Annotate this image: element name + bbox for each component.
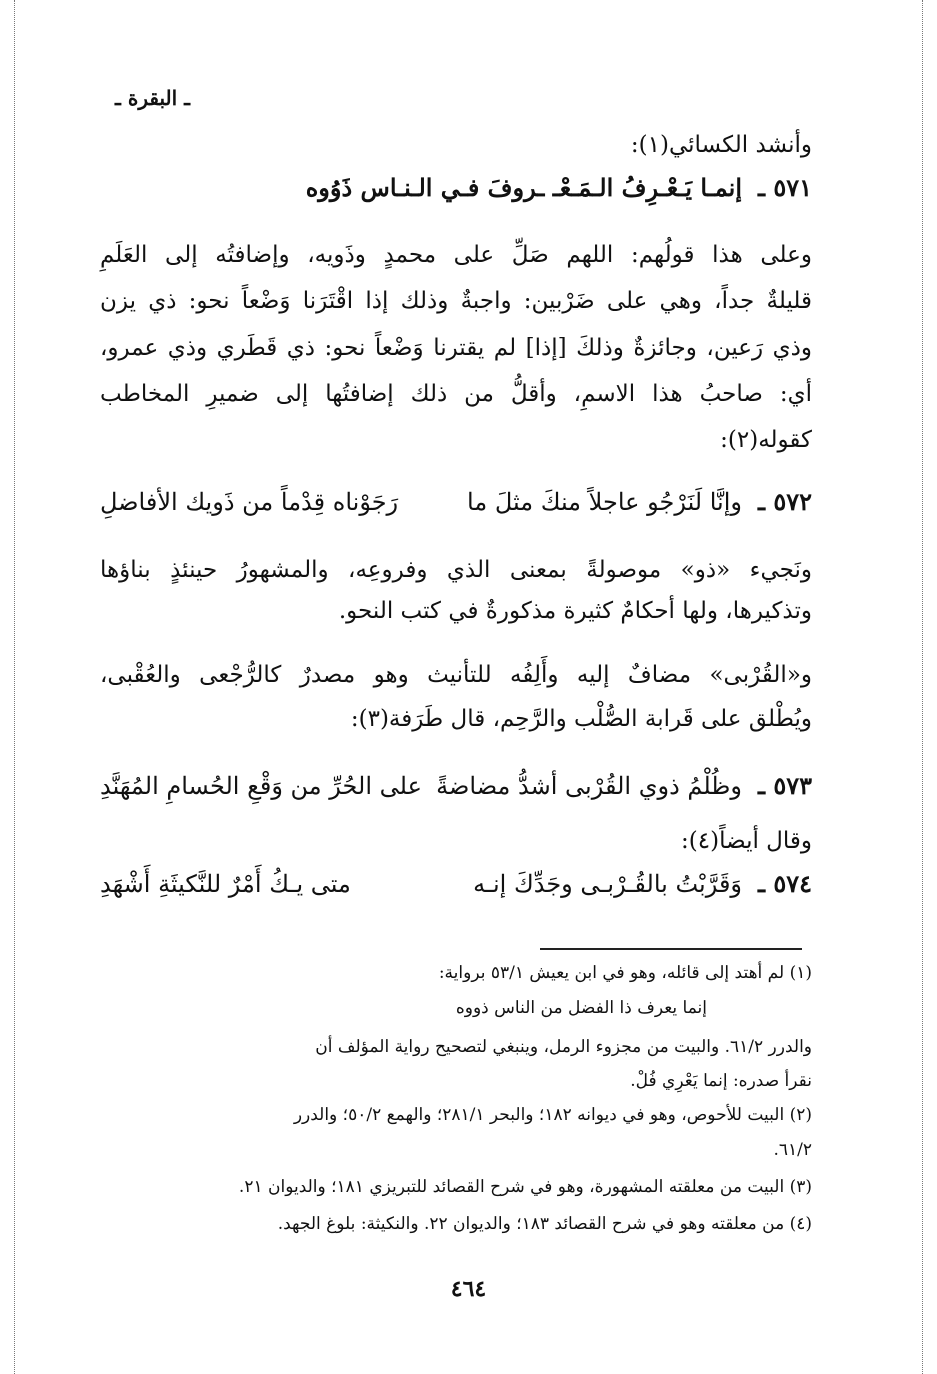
running-header: ـ البقرة ـ bbox=[115, 86, 190, 110]
paragraph-line: أي: صاحبُ هذا الاسمِ، وأقلُّ من ذلك إضافتُها إلى ضميرِ المخاطب bbox=[100, 381, 812, 407]
footnote-line: (٤) من معلقته وهو في شرح القصائد ١٨٣؛ والديوان ٢٢. والنكيثة: بلوغ الجهد. bbox=[277, 1214, 812, 1234]
footnote-line: (١) لم أهتد إلى قائله، وهو في ابن يعيش ٥٣/١ برواية: bbox=[438, 963, 812, 983]
verse-intro-571: وأنشد الكسائي(١): bbox=[630, 132, 812, 158]
footnote-line: نقرأ صدره: إنما يَعْرِي فُلْ. bbox=[630, 1071, 812, 1091]
verse-574 bbox=[100, 866, 812, 902]
verse-572 bbox=[100, 484, 812, 520]
verse-hemistich-first: وَقَرَّبْتُ بالقُـرْبـى وجَدِّكَ إنـه bbox=[473, 870, 742, 898]
paragraph-line: قليلةٌ جداً، وهي على ضَرْبين: واجبةٌ وذلك إذا اقْتَرَنا وَضْعاً نحو: ذي يزن bbox=[100, 288, 812, 314]
verse-hemistich-second: متى يـكُ أَمْرٌ للنَّكيثَةِ أَشْهَدِ bbox=[100, 870, 351, 898]
verse-hemistich-second: على الحُرِّ من وَقْعِ الحُسامِ المُهَنَّدِ bbox=[100, 772, 422, 800]
verse-number: ٥٧٤ ـ bbox=[757, 869, 812, 898]
footnote-separator bbox=[540, 948, 802, 950]
verse-573 bbox=[100, 768, 812, 804]
verse-number: ٥٧٣ ـ bbox=[757, 771, 812, 800]
verse-number: ٥٧٢ ـ bbox=[757, 487, 812, 516]
paragraph-line: ونَجيء «ذو» موصولةً بمعنى الذي وفروعِه، والمشهورُ حينئذٍ بناؤها bbox=[100, 557, 812, 583]
verse-571 bbox=[100, 170, 812, 206]
paragraph-line: ويُطْلق على قَرابة الصُّلْب والرَّحِم، قال طَرَفة(٣): bbox=[350, 706, 812, 732]
paragraph-line: كقوله(٢): bbox=[720, 427, 812, 453]
verse-text: إنمـا يَـعْـرِفُ الـمَـعْـ ـروفَ فـي الـنـاس ذَوُوه bbox=[305, 173, 742, 202]
footnote-line: ٦١/٢. bbox=[773, 1140, 812, 1160]
paragraph-line: وذي رَعين، وجائزةٌ وذلكَ [إذا] لم يقترنا وَضْعاً نحو: ذي قَطَري وذي عمرو، bbox=[100, 335, 812, 361]
footnote-line: (٣) البيت من معلقته المشهورة، وهو في شرح القصائد للتبريزي ١٨١؛ والديوان ٢١. bbox=[238, 1177, 812, 1197]
footnote-line: (٢) البيت للأحوص، وهو في ديوانه ١٨٢؛ والبحر ٢٨١/١؛ والهمع ٥٠/٢؛ والدرر bbox=[293, 1105, 812, 1125]
paragraph-line: و«القُرْبى» مضافٌ إليه وأَلِفُه للتأنيث وهو مصدرٌ كالرُّجْعى والعُقْبى، bbox=[100, 662, 812, 688]
footnote-quote: إنما يعرف ذا الفضل من الناس ذووه bbox=[455, 998, 707, 1018]
verse-intro-574: وقال أيضاً(٤): bbox=[681, 828, 812, 854]
verse-hemistich-second: رَجَوْناه قِدْماً من ذَويك الأفاضلِ bbox=[100, 488, 399, 516]
page-edge-left bbox=[14, 0, 16, 1374]
verse-hemistich-first: وإنَّا لَنَرْجُو عاجلاً منكَ مثلَ ما bbox=[467, 488, 742, 516]
footnote-line: والدرر ٦١/٢. والبيت من مجزوء الرمل، وينبغي لتصحيح رواية المؤلف أن bbox=[315, 1037, 812, 1057]
page-number: ٤٦٤ bbox=[450, 1276, 487, 1302]
paragraph-line: وتذكيرها، ولها أحكامٌ كثيرة مذكورةٌ في كتب النحو. bbox=[338, 598, 812, 624]
page-edge-right bbox=[922, 0, 924, 1374]
verse-hemistich-first: وظُلْمُ ذوي القُرْبى أشدُّ مضاضةً bbox=[436, 772, 742, 800]
verse-number: ٥٧١ ـ bbox=[757, 173, 812, 202]
paragraph-line: وعلى هذا قولُهم: اللهم صَلِّ على محمدٍ وذَويه، وإضافتُه إلى العَلَمِ bbox=[100, 242, 812, 268]
